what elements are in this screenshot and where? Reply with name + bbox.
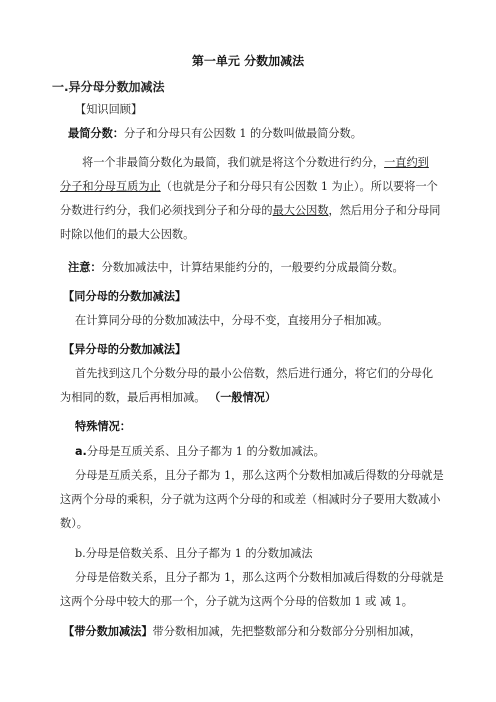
case-a-label: a. (75, 445, 87, 458)
case-a-title-text: 分母是互质关系、且分子都为 1 的分数加减法。 (86, 445, 325, 458)
case-a-text-2: 这两个分母的乘积，分子就为这两个分母的和或差（相减时分子要用大数减小 (60, 493, 441, 506)
case-b-title: b.分母是倍数关系、且分子都为 1 的分数加减法 (75, 547, 313, 560)
case-a-title (75, 440, 461, 465)
case-b-text-1: 分母是倍数关系，且分子都为 1，那么这两个分数相加减后得数的分母就是 (75, 571, 444, 584)
different-denominator-heading: 【异分母的分数加减法】 (63, 343, 187, 356)
note-text: 分数加减法中，计算结果能约分的，一般要约分成最简分数。 (101, 261, 404, 274)
page-title: 第一单元 分数加减法 (191, 54, 305, 68)
p1-underline-2: 分子和分母互质为止 (60, 180, 161, 193)
mixed-number-text: 带分数相加减，先把整数部分和分数部分分别相加减， (152, 625, 422, 638)
case-a-text-1: 分母是互质关系，且分子都为 1，那么这两个分数相加减后得数的分母就是 (75, 469, 444, 482)
simplest-term: 最简分数： (68, 127, 124, 140)
p1-text-a: 将一个非最简分数化为最简，我们就是将这个分数进行约分， (82, 156, 385, 169)
section-heading: 一.异分母分数加减法 (52, 80, 165, 94)
mixed-number-heading: 【带分数加减法】 (63, 625, 153, 638)
case-a-text-3: 数）。 (60, 517, 88, 530)
paragraph-1-line-1 (82, 151, 468, 176)
paragraph-1-line-4: 时除以他们的最大公因数。 (60, 228, 195, 241)
same-denominator-text: 在计算同分母的分数加减法中，分母不变，直接用分子相加减。 (75, 314, 389, 327)
different-denominator-text-2 (60, 386, 446, 411)
paragraph-1-line-3 (60, 199, 446, 224)
p1-text-c: 分数进行约分，我们必须找到分子和分母的 (60, 204, 273, 217)
p1-underline-3: 最大公因数 (272, 204, 329, 217)
mixed-number-line (63, 620, 449, 645)
same-denominator-heading: 【同分母的分数加减法】 (63, 290, 187, 303)
p1-underline-1: 一直约到 (384, 156, 429, 169)
p1-text-b: （也就是分子和分母只有公因数 1 为止）。所以要将一个 (160, 180, 438, 193)
review-tag: 【知识回顾】 (75, 103, 143, 116)
case-b-text-2: 这两个分母中较大的那一个，分子就为这两个分母的倍数加 1 或 减 1。 (60, 595, 413, 608)
different-denominator-text-1: 首先找到这几个分数分母的最小公倍数，然后进行通分，将它们的分母化 (75, 367, 434, 380)
simplest-fraction-definition (68, 122, 454, 147)
p1-text-d: ，然后用分子和分母同 (328, 204, 441, 217)
diff-general: （一般情况） (209, 391, 277, 404)
simplest-def: 分子和分母只有公因数 1 的分数叫做最简分数。 (123, 127, 362, 140)
diff-text-2: 为相同的数，最后再相加减。 (60, 391, 206, 404)
special-cases-heading: 特殊情况： (75, 420, 131, 433)
paragraph-1-line-2 (60, 175, 446, 200)
note-line (68, 256, 454, 281)
note-term: 注意： (68, 261, 102, 274)
